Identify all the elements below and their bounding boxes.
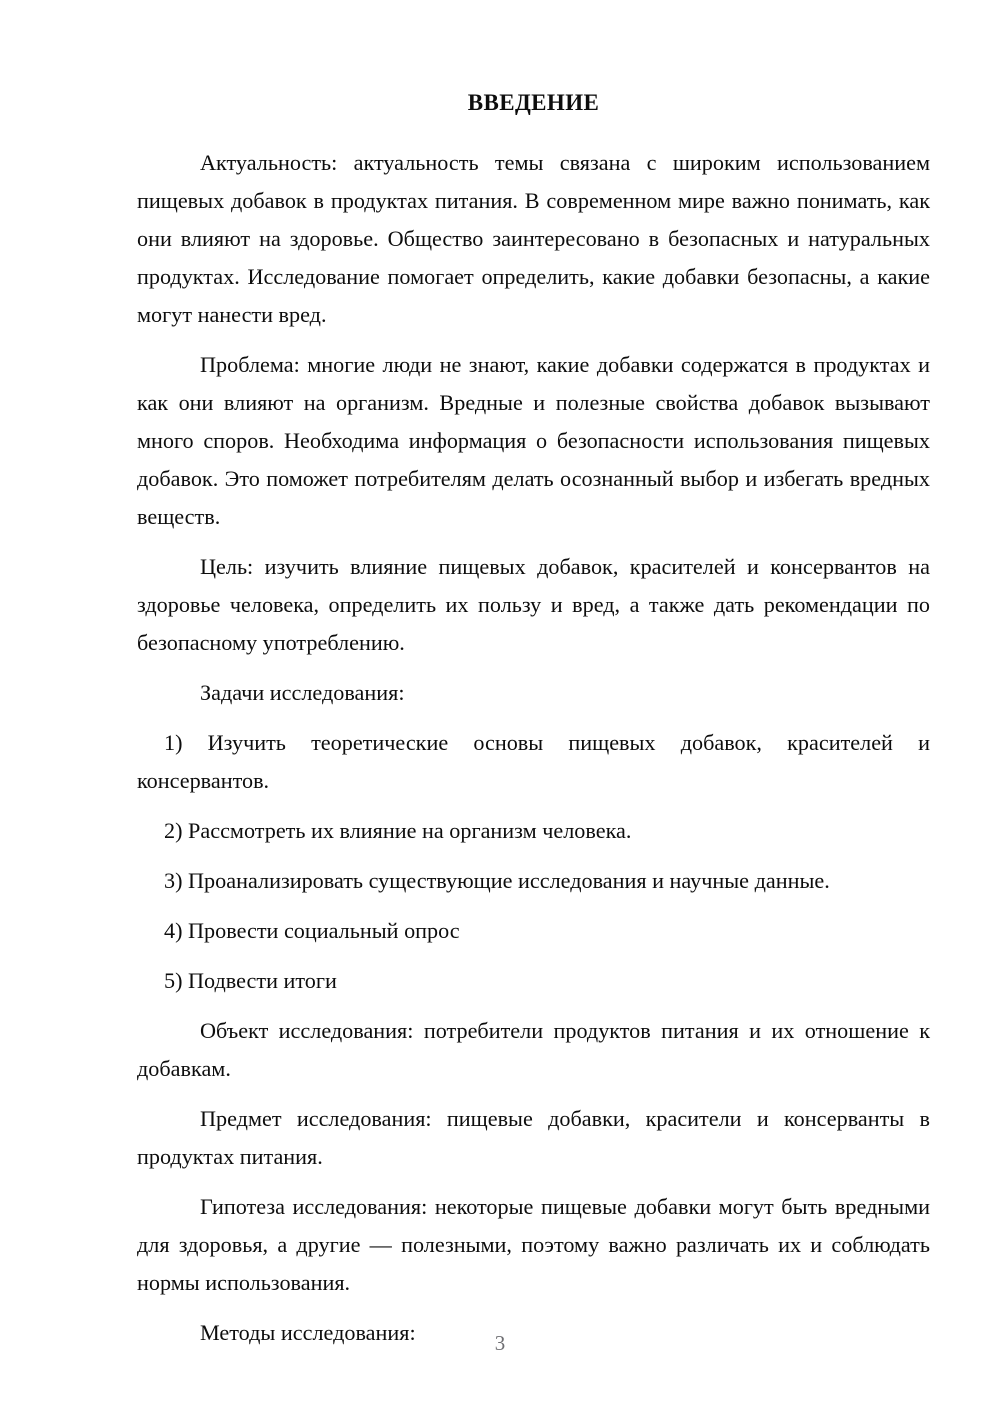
list-item: 5) Подвести итоги bbox=[164, 968, 337, 993]
paragraph-object: Объект исследования: потребители продуктов питания и их отношение к добавкам. bbox=[137, 1018, 930, 1081]
paragraph-subject: Предмет исследования: пищевые добавки, красители и консерванты в продуктах питания. bbox=[137, 1106, 930, 1169]
paragraph-goal: Цель: изучить влияние пищевых добавок, красителей и консервантов на здоровье человека, определить их пользу и вред, а также дать рекомендации по безопасному употреблению. bbox=[137, 554, 930, 655]
list-item: 1) Изучить теоретические основы пищевых добавок, красителей и консервантов. bbox=[137, 730, 930, 793]
page-content bbox=[137, 0, 930, 1352]
tasks-label: Задачи исследования: bbox=[200, 680, 405, 705]
list-item: 4) Провести социальный опрос bbox=[164, 918, 460, 943]
paragraph-hypothesis: Гипотеза исследования: некоторые пищевые добавки могут быть вредными для здоровья, а другие — полезными, поэтому важно различать их и соблюдать нормы использования. bbox=[137, 1194, 930, 1295]
methods-label: Методы исследования: bbox=[200, 1320, 416, 1345]
page-number: 3 bbox=[494, 1331, 506, 1355]
paragraph-problem: Проблема: многие люди не знают, какие добавки содержатся в продуктах и как они влияют на организм. Вредные и полезные свойства добавок вызывают много споров. Необходима информация о безопасности использования пищевых добавок. Это поможет потребителям делать осознанный выбор и избегать вредных веществ. bbox=[137, 352, 930, 529]
list-item: 3) Проанализировать существующие исследования и научные данные. bbox=[164, 868, 830, 893]
paragraph-relevance: Актуальность: актуальность темы связана с широким использованием пищевых добавок в продуктах питания. В современном мире важно понимать, как они влияют на здоровье. Общество заинтересовано в безопасных и натуральных продуктах. Исследование помогает определить, какие добавки безопасны, а какие могут нанести вред. bbox=[137, 150, 930, 327]
tasks-list bbox=[137, 712, 930, 1000]
list-item: 2) Рассмотреть их влияние на организм человека. bbox=[164, 818, 632, 843]
page-title: ВВЕДЕНИЕ bbox=[467, 90, 600, 115]
